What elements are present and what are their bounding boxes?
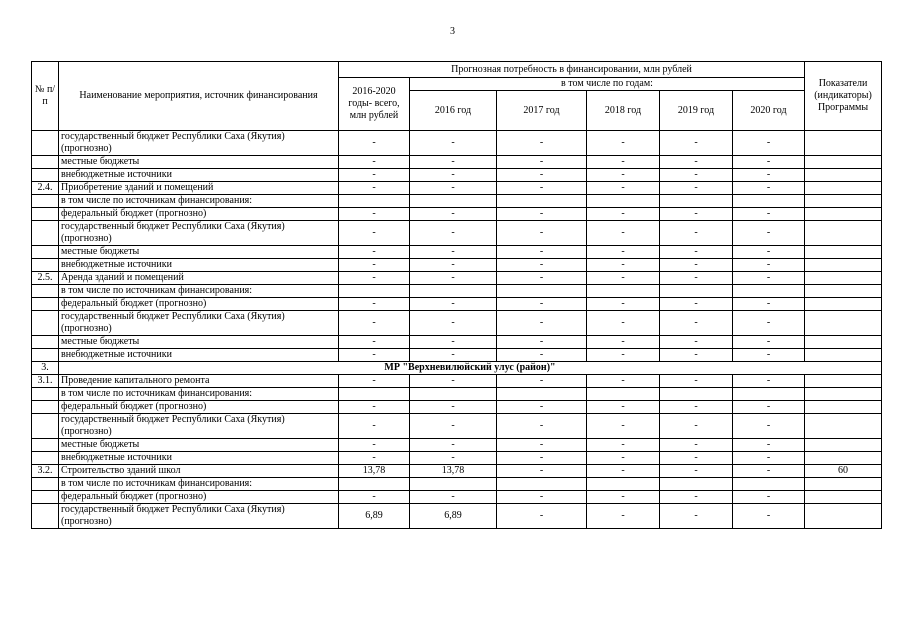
- cell-indicator: [805, 336, 882, 349]
- cell-total: -: [339, 401, 410, 414]
- row-number: [32, 388, 59, 401]
- cell-total: -: [339, 208, 410, 221]
- row-name: в том числе по источникам финансирования:: [59, 478, 339, 491]
- row-number: [32, 246, 59, 259]
- row-name: государственный бюджет Республики Саха (Якутия) (прогнозно): [59, 311, 339, 336]
- row-name: внебюджетные источники: [59, 259, 339, 272]
- cell-year: -: [587, 504, 660, 529]
- cell-indicator: [805, 298, 882, 311]
- row-number: [32, 491, 59, 504]
- cell-year: -: [587, 375, 660, 388]
- cell-year: -: [733, 452, 805, 465]
- cell-year: -: [733, 246, 805, 259]
- cell-year: -: [587, 336, 660, 349]
- section-title: МР "Верхневилюйский улус (район)": [59, 362, 882, 375]
- cell-indicator: [805, 208, 882, 221]
- row-number: [32, 414, 59, 439]
- row-number: [32, 401, 59, 414]
- cell-year: -: [587, 439, 660, 452]
- cell-year: -: [733, 298, 805, 311]
- row-number: 2.4.: [32, 182, 59, 195]
- cell-year: -: [660, 298, 733, 311]
- row-number: 3.: [32, 362, 59, 375]
- cell-year: 13,78: [410, 465, 497, 478]
- cell-year: -: [497, 259, 587, 272]
- table-row: [32, 504, 882, 529]
- cell-total: -: [339, 246, 410, 259]
- cell-year: -: [410, 182, 497, 195]
- cell-indicator: [805, 375, 882, 388]
- cell-year: [733, 388, 805, 401]
- cell-year: -: [733, 182, 805, 195]
- cell-total: -: [339, 182, 410, 195]
- cell-year: -: [733, 504, 805, 529]
- cell-year: [497, 285, 587, 298]
- row-number: [32, 195, 59, 208]
- row-name: внебюджетные источники: [59, 349, 339, 362]
- table-row: [32, 401, 882, 414]
- cell-year: -: [587, 272, 660, 285]
- table-row: [32, 452, 882, 465]
- row-name: государственный бюджет Республики Саха (Якутия) (прогнозно): [59, 131, 339, 156]
- header-year: 2020 год: [733, 91, 805, 131]
- cell-indicator: [805, 246, 882, 259]
- table-row: [32, 285, 882, 298]
- cell-year: -: [733, 349, 805, 362]
- cell-year: [733, 285, 805, 298]
- cell-total: [339, 388, 410, 401]
- table-row: [32, 208, 882, 221]
- header-year: 2017 год: [497, 91, 587, 131]
- table-row: [32, 478, 882, 491]
- cell-year: -: [733, 272, 805, 285]
- cell-year: -: [660, 131, 733, 156]
- row-number: 3.2.: [32, 465, 59, 478]
- row-name: в том числе по источникам финансирования:: [59, 388, 339, 401]
- cell-year: -: [733, 491, 805, 504]
- row-number: [32, 439, 59, 452]
- row-number: [32, 452, 59, 465]
- cell-indicator: [805, 349, 882, 362]
- row-number: [32, 285, 59, 298]
- table-row: [32, 221, 882, 246]
- table-row: [32, 375, 882, 388]
- row-name: внебюджетные источники: [59, 452, 339, 465]
- cell-indicator: [805, 388, 882, 401]
- cell-year: -: [587, 311, 660, 336]
- cell-year: -: [410, 311, 497, 336]
- row-number: [32, 156, 59, 169]
- cell-year: -: [497, 311, 587, 336]
- cell-year: -: [410, 131, 497, 156]
- cell-year: -: [733, 465, 805, 478]
- table-row: [32, 465, 882, 478]
- cell-year: -: [587, 156, 660, 169]
- row-name: местные бюджеты: [59, 156, 339, 169]
- cell-year: -: [410, 272, 497, 285]
- cell-year: -: [587, 259, 660, 272]
- cell-year: [660, 478, 733, 491]
- cell-total: -: [339, 336, 410, 349]
- cell-year: -: [410, 336, 497, 349]
- cell-year: -: [587, 414, 660, 439]
- cell-year: [497, 478, 587, 491]
- row-name: федеральный бюджет (прогнозно): [59, 298, 339, 311]
- cell-total: -: [339, 272, 410, 285]
- cell-year: [733, 195, 805, 208]
- cell-year: -: [587, 401, 660, 414]
- cell-total: -: [339, 439, 410, 452]
- cell-indicator: [805, 414, 882, 439]
- cell-year: -: [587, 208, 660, 221]
- table-row: [32, 259, 882, 272]
- cell-year: -: [733, 259, 805, 272]
- row-number: 3.1.: [32, 375, 59, 388]
- cell-year: -: [660, 414, 733, 439]
- cell-year: -: [733, 401, 805, 414]
- cell-year: -: [660, 336, 733, 349]
- cell-year: -: [497, 272, 587, 285]
- header-forecast: Прогнозная потребность в финансировании, млн рублей: [339, 62, 805, 78]
- row-number: [32, 349, 59, 362]
- table-row: [32, 311, 882, 336]
- table-row: [32, 182, 882, 195]
- row-name: Приобретение зданий и помещений: [59, 182, 339, 195]
- cell-year: -: [733, 311, 805, 336]
- cell-year: -: [660, 208, 733, 221]
- table-row: [32, 156, 882, 169]
- cell-indicator: [805, 169, 882, 182]
- cell-year: -: [410, 259, 497, 272]
- cell-year: -: [497, 169, 587, 182]
- row-name: федеральный бюджет (прогнозно): [59, 401, 339, 414]
- cell-total: -: [339, 169, 410, 182]
- cell-year: -: [497, 221, 587, 246]
- cell-year: -: [660, 272, 733, 285]
- cell-year: -: [410, 246, 497, 259]
- cell-total: [339, 195, 410, 208]
- table-row: [32, 414, 882, 439]
- header-year: 2016 год: [410, 91, 497, 131]
- cell-indicator: [805, 182, 882, 195]
- cell-year: [660, 285, 733, 298]
- row-number: [32, 504, 59, 529]
- row-name: федеральный бюджет (прогнозно): [59, 491, 339, 504]
- cell-indicator: [805, 311, 882, 336]
- table-row: [32, 195, 882, 208]
- cell-indicator: [805, 285, 882, 298]
- cell-indicator: [805, 259, 882, 272]
- header-year: 2019 год: [660, 91, 733, 131]
- cell-year: -: [660, 401, 733, 414]
- row-number: [32, 169, 59, 182]
- row-name: местные бюджеты: [59, 336, 339, 349]
- cell-year: -: [587, 452, 660, 465]
- cell-year: -: [587, 182, 660, 195]
- cell-year: [587, 285, 660, 298]
- cell-indicator: [805, 452, 882, 465]
- row-number: [32, 298, 59, 311]
- cell-year: [410, 388, 497, 401]
- row-number: [32, 221, 59, 246]
- cell-indicator: [805, 504, 882, 529]
- cell-year: -: [410, 156, 497, 169]
- cell-total: -: [339, 131, 410, 156]
- cell-total: 13,78: [339, 465, 410, 478]
- table-row: [32, 388, 882, 401]
- cell-year: -: [660, 452, 733, 465]
- cell-indicator: [805, 491, 882, 504]
- table-row: [32, 298, 882, 311]
- cell-year: [587, 195, 660, 208]
- cell-year: -: [497, 156, 587, 169]
- table-row: [32, 169, 882, 182]
- cell-year: [660, 388, 733, 401]
- cell-year: -: [587, 246, 660, 259]
- cell-year: -: [660, 221, 733, 246]
- cell-year: -: [410, 349, 497, 362]
- row-name: Аренда зданий и помещений: [59, 272, 339, 285]
- row-number: [32, 336, 59, 349]
- row-name: в том числе по источникам финансирования:: [59, 285, 339, 298]
- cell-year: [410, 285, 497, 298]
- cell-year: -: [660, 491, 733, 504]
- table-row: [32, 272, 882, 285]
- cell-year: -: [733, 131, 805, 156]
- cell-year: -: [497, 208, 587, 221]
- cell-year: -: [497, 439, 587, 452]
- cell-indicator: 60: [805, 465, 882, 478]
- row-name: государственный бюджет Республики Саха (Якутия) (прогнозно): [59, 504, 339, 529]
- row-number: 2.5.: [32, 272, 59, 285]
- cell-year: -: [733, 169, 805, 182]
- cell-indicator: [805, 221, 882, 246]
- row-number: [32, 259, 59, 272]
- cell-year: -: [497, 414, 587, 439]
- cell-year: -: [410, 375, 497, 388]
- cell-year: -: [497, 336, 587, 349]
- cell-total: -: [339, 414, 410, 439]
- row-number: [32, 208, 59, 221]
- row-name: местные бюджеты: [59, 246, 339, 259]
- cell-year: -: [733, 439, 805, 452]
- cell-year: -: [497, 452, 587, 465]
- cell-year: [497, 195, 587, 208]
- cell-total: -: [339, 221, 410, 246]
- cell-year: [410, 195, 497, 208]
- cell-year: -: [587, 349, 660, 362]
- row-name: государственный бюджет Республики Саха (Якутия) (прогнозно): [59, 221, 339, 246]
- table-row: [32, 349, 882, 362]
- table-row: [32, 131, 882, 156]
- table-row: [32, 246, 882, 259]
- row-name: местные бюджеты: [59, 439, 339, 452]
- cell-year: -: [497, 131, 587, 156]
- table-row: [32, 336, 882, 349]
- cell-total: -: [339, 375, 410, 388]
- cell-year: -: [660, 156, 733, 169]
- cell-year: -: [587, 465, 660, 478]
- cell-year: -: [497, 349, 587, 362]
- cell-indicator: [805, 272, 882, 285]
- cell-year: -: [410, 452, 497, 465]
- cell-indicator: [805, 195, 882, 208]
- cell-year: -: [410, 169, 497, 182]
- cell-year: [587, 388, 660, 401]
- cell-year: -: [660, 439, 733, 452]
- row-number: [32, 478, 59, 491]
- row-name: государственный бюджет Республики Саха (Якутия) (прогнозно): [59, 414, 339, 439]
- cell-indicator: [805, 131, 882, 156]
- row-name: федеральный бюджет (прогнозно): [59, 208, 339, 221]
- cell-year: -: [497, 504, 587, 529]
- header-indicators: Показатели (индикаторы) Программы: [805, 62, 882, 131]
- cell-year: -: [587, 169, 660, 182]
- cell-year: -: [660, 349, 733, 362]
- header-name: Наименование мероприятия, источник финансирования: [59, 62, 339, 131]
- header-by-years: в том числе по годам:: [410, 78, 805, 91]
- row-name: Проведение капитального ремонта: [59, 375, 339, 388]
- cell-year: -: [497, 491, 587, 504]
- table-row: [32, 439, 882, 452]
- cell-year: -: [660, 246, 733, 259]
- row-name: внебюджетные источники: [59, 169, 339, 182]
- row-name: Строительство зданий школ: [59, 465, 339, 478]
- cell-indicator: [805, 401, 882, 414]
- cell-total: -: [339, 349, 410, 362]
- cell-year: -: [587, 131, 660, 156]
- cell-year: -: [410, 221, 497, 246]
- cell-year: -: [733, 208, 805, 221]
- cell-total: -: [339, 452, 410, 465]
- cell-year: -: [497, 182, 587, 195]
- cell-year: -: [660, 169, 733, 182]
- cell-year: -: [660, 504, 733, 529]
- cell-year: -: [410, 401, 497, 414]
- cell-year: -: [660, 259, 733, 272]
- row-number: [32, 131, 59, 156]
- cell-year: -: [733, 156, 805, 169]
- cell-total: [339, 478, 410, 491]
- page-number: 3: [450, 26, 455, 37]
- cell-year: -: [660, 465, 733, 478]
- cell-year: -: [733, 414, 805, 439]
- cell-year: -: [660, 182, 733, 195]
- row-number: [32, 311, 59, 336]
- cell-year: -: [410, 298, 497, 311]
- cell-year: -: [497, 465, 587, 478]
- cell-year: [587, 478, 660, 491]
- cell-total: 6,89: [339, 504, 410, 529]
- cell-year: -: [733, 375, 805, 388]
- cell-year: [410, 478, 497, 491]
- cell-indicator: [805, 439, 882, 452]
- cell-year: -: [587, 298, 660, 311]
- cell-year: -: [497, 246, 587, 259]
- header-year: 2018 год: [587, 91, 660, 131]
- cell-year: -: [497, 298, 587, 311]
- table-body: [32, 131, 882, 529]
- cell-year: -: [660, 375, 733, 388]
- cell-year: -: [410, 491, 497, 504]
- cell-year: [733, 478, 805, 491]
- cell-year: -: [733, 221, 805, 246]
- financing-table: [31, 61, 882, 529]
- cell-total: -: [339, 259, 410, 272]
- cell-year: [497, 388, 587, 401]
- cell-indicator: [805, 478, 882, 491]
- cell-year: -: [410, 414, 497, 439]
- table-row: [32, 362, 882, 375]
- cell-year: 6,89: [410, 504, 497, 529]
- header-num: № п/п: [32, 62, 59, 131]
- cell-year: -: [660, 311, 733, 336]
- cell-year: -: [410, 208, 497, 221]
- cell-total: -: [339, 156, 410, 169]
- row-name: в том числе по источникам финансирования:: [59, 195, 339, 208]
- cell-year: -: [587, 491, 660, 504]
- cell-total: [339, 285, 410, 298]
- cell-total: -: [339, 311, 410, 336]
- cell-year: -: [497, 375, 587, 388]
- table-row: [32, 491, 882, 504]
- cell-year: -: [733, 336, 805, 349]
- cell-total: -: [339, 298, 410, 311]
- cell-year: [660, 195, 733, 208]
- cell-indicator: [805, 156, 882, 169]
- cell-total: -: [339, 491, 410, 504]
- cell-year: -: [587, 221, 660, 246]
- cell-year: -: [497, 401, 587, 414]
- cell-year: -: [410, 439, 497, 452]
- header-total: 2016-2020 годы- всего, млн рублей: [339, 78, 410, 131]
